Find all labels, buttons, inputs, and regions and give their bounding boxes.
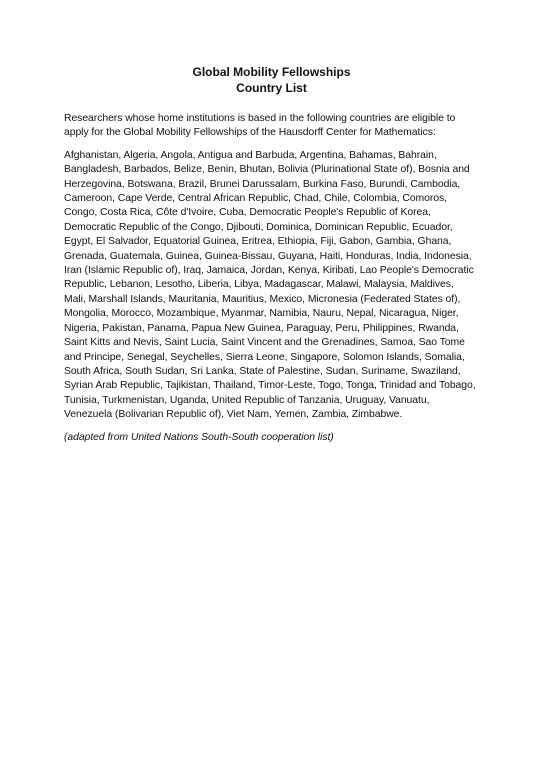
document-body [64, 112, 478, 453]
title-line-2: Country List [236, 81, 307, 95]
document-title [0, 64, 543, 96]
source-note: (adapted from United Nations South-South cooperation list) [64, 431, 334, 443]
title-line-1: Global Mobility Fellowships [192, 65, 351, 79]
intro-paragraph: Researchers whose home institutions is based in the following countries are eligible to apply for the Global Mobility Fellowships of the Hausdorff Center for Mathematics: [64, 113, 456, 139]
country-list-paragraph: Afghanistan, Algeria, Angola, Antigua and Barbuda, Argentina, Bahamas, Bahrain, Bangladesh, Barbados, Belize, Benin, Bhutan, Bolivia (Plurinational State of), Bosnia and Herzegovina, Botswana, Brazil, Brunei Darussalam, Burkina Faso, Burundi, Cambodia, Cameroon, Cape Verde, Central African Republic, Chad, Chile, Colombia, Comoros, Congo, Costa Rica, Côte d'Ivoire, Cuba, Democratic People's Republic of Korea, Democratic Republic of the Congo, Djibouti, Dominica, Dominican Republic, Ecuador, Egypt, El Salvador, Equatorial Guinea, Eritrea, Ethiopia, Fiji, Gabon, Gambia, Ghana, Grenada, Guatemala, Guinea, Guinea-Bissau, Guyana, Haiti, Honduras, India, Indonesia, Iran (Islamic Republic of), Iraq, Jamaica, Jordan, Kenya, Kiribati, Lao People's Democratic Republic, Lebanon, Lesotho, Liberia, Libya, Madagascar, Malawi, Malaysia, Maldives, Mali, Marshall Islands, Mauritania, Mauritius, Mexico, Micronesia (Federated States of), Mongolia, Morocco, Mozambique, Myanmar, Namibia, Nauru, Nepal, Nicaragua, Niger, Nigeria, Pakistan, Panama, Papua New Guinea, Paraguay, Peru, Philippines, Rwanda, Saint Kitts and Nevis, Saint Lucia, Saint Vincent and the Grenadines, Samoa, Sao Tome and Principe, Senegal, Seychelles, Sierra Leone, Singapore, Solomon Islands, Somalia, South Africa, South Sudan, Sri Lanka, State of Palestine, Sudan, Suriname, Swaziland, Syrian Arab Republic, Tajikistan, Thailand, Timor-Leste, Togo, Tonga, Trinidad and Tobago, Tunisia, Turkmenistan, Uganda, United Republic of Tanzania, Uruguay, Vanuatu, Venezuela (Bolivarian Republic of), Viet Nam, Yemen, Zambia, Zimbabwe. [64, 149, 476, 421]
